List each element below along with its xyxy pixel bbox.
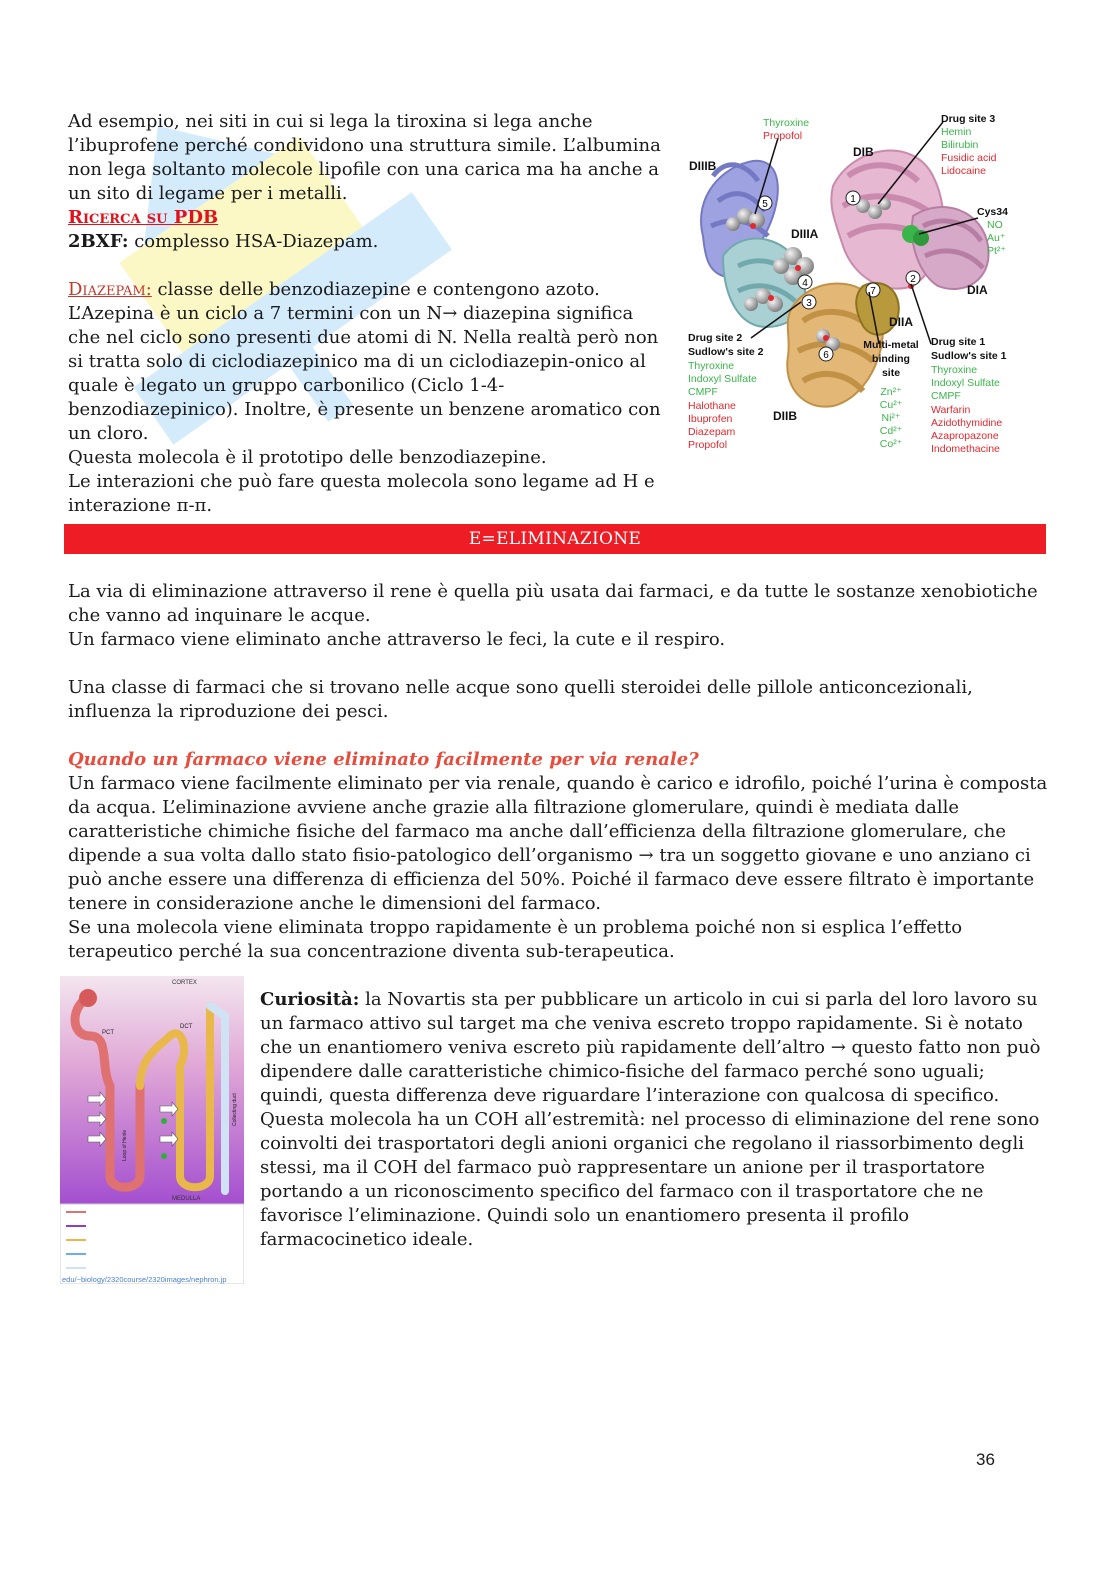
cortex-label: CORTEX xyxy=(172,980,197,986)
page-number: 36 xyxy=(976,1450,995,1469)
pdb-description: complesso HSA-Diazepam. xyxy=(128,231,379,252)
drug-site-2-title: Drug site 2 xyxy=(688,332,743,344)
site-number-6: 6 xyxy=(823,350,829,361)
multi-metal-title: site xyxy=(881,367,901,379)
curiosity-paragraph xyxy=(260,988,1050,1252)
drug-site-2-item: Propofol xyxy=(688,439,728,451)
rapid-elimination-paragraph: Se una molecola viene eliminata troppo rapidamente è un problema poiché non si esplica l’effetto terapeutico perché la sua concentrazione diventa sub-terapeutica. xyxy=(68,917,963,962)
cys34-item: Pt²⁺ xyxy=(987,245,1006,257)
site-number-3: 3 xyxy=(806,298,812,309)
curiosity-text: la Novartis sta per pubblicare un articolo in cui si parla del loro lavoro su un farmaco attivo sul target ma che veniva escreto troppo rapidamente. Si è notato che un enantiomero veniva escreto più rapidamente dell’altro → questo fatto non può dipendere dalle caratteristiche chimico-fisiche del farmaco perché sono uguali; quindi, questa differenza deve riguardare l’interazione con qualcosa di specifico. Questa molecola ha un COH all’estremità: nel processo di eliminazione del rene sono coinvolti dei trasportatori degli anioni organici che regolano il riassorbimento degli stessi, ma il COH del farmaco può rappresentare un anione per il trasportatore portando a un riconoscimento specifico del farmaco con il trasportatore che ne favorisce l’eliminazione. Quindi solo un enantiomero presenta il profilo farmacocinetico ideale. xyxy=(260,989,1041,1250)
diazepam-paragraph xyxy=(68,278,668,446)
steroid-paragraph: Una classe di farmaci che si trovano nelle acque sono quelli steroidei delle pillole anticoncezionali, influenza la riproduzione dei pesci. xyxy=(68,677,973,722)
pdb-code: 2BXF: xyxy=(68,231,129,252)
drug-site-3-item: Fusidic acid xyxy=(941,152,997,164)
domain-diib-label: DIIB xyxy=(773,409,797,423)
drug-site-1-item: Indomethacine xyxy=(931,443,1000,455)
domain-diiib-label: DIIIB xyxy=(689,159,717,173)
drug-site-1-item: Azidothymidine xyxy=(931,417,1003,429)
pdb-line xyxy=(68,230,668,254)
drug-site-1-item: Thyroxine xyxy=(931,364,978,376)
drug-site-1-title: Drug site 1 xyxy=(931,336,986,348)
multi-metal-item: Co²⁺ xyxy=(879,438,903,450)
multi-metal-item: Ni²⁺ xyxy=(881,412,901,424)
renal-question-heading: Quando un farmaco viene eliminato facilmente per via renale? xyxy=(68,749,699,770)
pct-label: PCT xyxy=(102,1030,114,1036)
other-routes-paragraph: Un farmaco viene eliminato anche attraverso le feci, la cute e il respiro. xyxy=(68,629,726,650)
cys34-item: Au⁺ xyxy=(987,232,1006,244)
curiosity-label: Curiosità: xyxy=(260,989,360,1010)
diazepam-description: classe delle benzodiazepine e contengono azoto. L’Azepina è un ciclo a 7 termini con un N→ diazepina significa che nel ciclo sono presenti due atomi di N. Nella realtà però non si tratta solo di ciclodiazepinico ma di un ciclodiazepin-onico al quale è legato un gruppo carbonilico (Ciclo 1-4-benzodiazepinico). Inoltre, è presente un benzene aromatico con un cloro. xyxy=(68,279,661,444)
site-number-7: 7 xyxy=(870,286,876,297)
drug-site-2-item: Thyroxine xyxy=(688,360,735,372)
top-text-block xyxy=(68,110,668,518)
drug-site-1-item: Warfarin xyxy=(931,404,971,416)
drug-site-3-title: Drug site 3 xyxy=(941,113,996,125)
nephron-source-caption: edu/~biology/2320course/2320images/nephron.jp xyxy=(62,1275,227,1284)
loop-label: Loop of Henle xyxy=(122,1129,128,1161)
medulla-label: MEDULLA xyxy=(172,1196,201,1202)
site-thyroxine-label: Thyroxine xyxy=(763,117,810,129)
site-number-4: 4 xyxy=(802,278,808,289)
albumin-paragraph: Ad esempio, nei siti in cui si lega la tiroxina si lega anche l’ibuprofene perché condividono una struttura simile. L’albumina non lega soltanto molecole lipofile con una carica ma ha anche a un sito di legame per i metalli. xyxy=(68,111,661,204)
drug-site-3-item: Bilirubin xyxy=(941,139,979,151)
nephron-diagram-figure xyxy=(60,976,244,1284)
diazepam-term: Diazepam: xyxy=(68,279,152,300)
renal-paragraph: Un farmaco viene facilmente eliminato per via renale, quando è carico e idrofilo, poiché l’urina è composta da acqua. L’eliminazione avviene anche grazie alla filtrazione glomerulare, quindi è mediata dalle caratteristiche chimiche fisiche del farmaco ma anche dall’efficienza della filtrazione glomerulare, che dipende a sua volta dallo stato fisio-patologico dell’organismo → tra un soggetto giovane e uno anziano ci può anche essere una differenza di efficienza del 50%. Poiché il farmaco deve essere filtrato è importante tenere in considerazione anche le dimensioni del farmaco. xyxy=(68,773,1048,914)
domain-diia-label: DIIA xyxy=(889,315,913,329)
multi-metal-item: Cd²⁺ xyxy=(879,425,903,437)
drug-site-2-item: Ibuprofen xyxy=(688,413,733,425)
site-number-1: 1 xyxy=(850,194,856,205)
drug-site-2-subtitle: Sudlow's site 2 xyxy=(688,346,764,358)
domain-dia-label: DIA xyxy=(967,283,988,297)
site-number-5: 5 xyxy=(762,199,768,210)
site-propofol-label: Propofol xyxy=(763,130,803,142)
albumin-structure-figure xyxy=(683,106,1028,458)
drug-site-1-item: Azapropazone xyxy=(931,430,999,442)
multi-metal-title: binding xyxy=(872,353,910,365)
interactions-paragraph: Le interazioni che può fare questa molecola sono legame ad H e interazione π-π. xyxy=(68,471,655,516)
collecting-duct-label: Collecting duct xyxy=(232,1093,238,1126)
drug-site-2-item: Halothane xyxy=(688,400,736,412)
prototype-paragraph: Questa molecola è il prototipo delle benzodiazepine. xyxy=(68,447,547,468)
kidney-paragraph: La via di eliminazione attraverso il rene è quella più usata dai farmaci, e da tutte le sostanze xenobiotiche che vanno ad inquinare le acque. xyxy=(68,581,1038,626)
drug-site-2-item: Diazepam xyxy=(688,426,736,438)
domain-dib-label: DIB xyxy=(853,145,874,159)
cys34-title: Cys34 xyxy=(977,206,1008,218)
drug-site-3-item: Lidocaine xyxy=(941,165,986,177)
section-title-bar: E=ELIMINAZIONE xyxy=(64,524,1046,554)
drug-site-3-item: Hemin xyxy=(941,126,972,138)
elimination-body xyxy=(68,580,1048,964)
drug-site-2-item: Indoxyl Sulfate xyxy=(688,373,757,385)
multi-metal-title: Multi-metal xyxy=(863,339,919,351)
dct-label: DCT xyxy=(180,1024,193,1030)
drug-site-2-item: CMPF xyxy=(688,386,718,398)
multi-metal-item: Cu²⁺ xyxy=(879,399,903,411)
site-number-2: 2 xyxy=(910,274,916,285)
drug-site-1-item: Indoxyl Sulfate xyxy=(931,377,1000,389)
multi-metal-item: Zn²⁺ xyxy=(880,386,902,398)
drug-site-1-subtitle: Sudlow's site 1 xyxy=(931,350,1007,362)
domain-diiia-label: DIIIA xyxy=(791,227,819,241)
pdb-heading-link[interactable]: Ricerca su PDB xyxy=(68,207,219,228)
drug-site-1-item: CMPF xyxy=(931,390,961,402)
cys34-item: NO xyxy=(987,219,1003,231)
